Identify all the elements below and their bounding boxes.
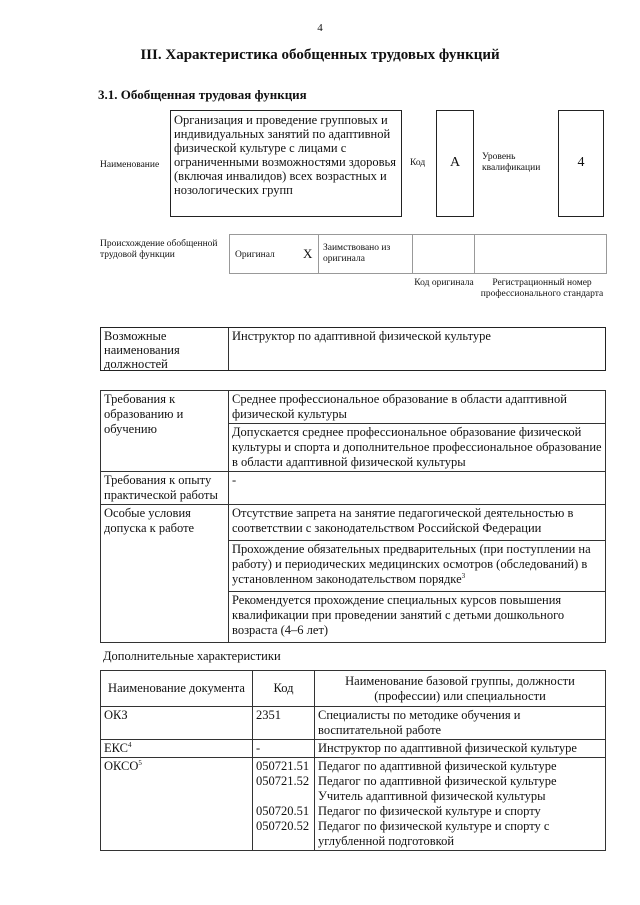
level-label: Уровень квалификации xyxy=(482,152,541,173)
education-value-1: Среднее профессиональное образование в области адаптивной физической культуры xyxy=(229,391,606,424)
header-code: Код xyxy=(253,671,315,707)
special-value-1: Отсутствие запрета на занятие педагогической деятельностью в соответствии с законодательством Российской Федерации xyxy=(229,505,606,541)
origin-original-label: Оригинал xyxy=(235,250,275,260)
row-okso-doc-cell xyxy=(101,758,253,851)
name-value: Организация и проведение групповых и индивидуальных занятий по адаптивной физической культуре с лицами с ограниченными возможностями здоровья (включая инвалидов) всех возрастных и нозологических групп xyxy=(174,113,396,197)
okso-code-3 xyxy=(256,789,311,804)
row-eks-doc-cell xyxy=(101,740,253,758)
okso-code-4: 050720.51 xyxy=(256,804,310,818)
okso-code-1: 050721.51 xyxy=(256,759,310,773)
row-okso-names xyxy=(315,758,606,851)
row-eks-doc: ЕКС xyxy=(104,741,128,755)
education-value-2: Допускается среднее профессиональное образование физической культуры и спорта и дополнительное профессиональное образование в области адаптивной физической культуры xyxy=(229,424,606,472)
okso-name-5: Педагог по физической культуре и спорту с углубленной подготовкой xyxy=(318,819,550,848)
additional-title: Дополнительные характеристики xyxy=(103,649,281,663)
footnote-5: 5 xyxy=(138,758,142,767)
origin-divider-3 xyxy=(474,234,475,274)
section-title: III. Характеристика обобщенных трудовых функций xyxy=(140,47,500,63)
row-eks-name: Инструктор по адаптивной физической культуре xyxy=(315,740,606,758)
code-box xyxy=(436,110,474,217)
level-value: 4 xyxy=(577,155,585,170)
origin-borrowed-label: Заимствовано из оригинала xyxy=(323,243,391,264)
name-label: Наименование xyxy=(100,160,160,170)
okso-code-2: 050721.52 xyxy=(256,774,310,788)
row-okso-doc: ОКСО xyxy=(104,759,139,773)
okso-name-1: Педагог по адаптивной физической культуре xyxy=(318,759,557,773)
header-group-name: Наименование базовой группы, должности (профессии) или специальности xyxy=(315,671,606,707)
code-label: Код xyxy=(410,158,426,168)
header-document: Наименование документа xyxy=(101,671,253,707)
origin-reg-caption: Регистрационный номер профессионального стандарта xyxy=(480,278,604,299)
subsection-title: 3.1. Обобщенная трудовая функция xyxy=(98,87,307,102)
special-value-2: Прохождение обязательных предварительных (при поступлении на работу) и периодических медицинских осмотров (обследований) в установленном законодательством порядке xyxy=(232,542,591,586)
possible-names-label: Возможные наименования должностей xyxy=(104,329,180,371)
origin-original-mark: Х xyxy=(303,246,313,261)
row-okz-code: 2351 xyxy=(253,707,315,740)
okso-name-2: Педагог по адаптивной физической культуре xyxy=(318,774,557,788)
possible-names-box xyxy=(100,327,606,371)
possible-names-value: Инструктор по адаптивной физической культуре xyxy=(232,329,491,343)
origin-box xyxy=(229,234,607,274)
code-value: А xyxy=(449,155,461,170)
okso-code-5: 050720.52 xyxy=(256,819,310,833)
row-okz-doc: ОКЗ xyxy=(101,707,253,740)
footnote-4: 4 xyxy=(128,740,132,749)
experience-label: Требования к опыту практической работы xyxy=(101,472,229,505)
experience-value: - xyxy=(229,472,606,505)
name-value-box xyxy=(170,110,402,217)
okso-name-4: Педагог по физической культуре и спорту xyxy=(318,804,541,818)
special-value-3: Рекомендуется прохождение специальных курсов повышения квалификации при проведении занятий с детьми дошкольного возраста (4–6 лет) xyxy=(229,592,606,643)
origin-divider-2 xyxy=(412,234,413,274)
origin-divider-1 xyxy=(318,234,319,274)
origin-code-caption: Код оригинала xyxy=(414,278,474,288)
row-okso-codes xyxy=(253,758,315,851)
special-value-2-cell xyxy=(229,541,606,592)
level-box xyxy=(558,110,604,217)
footnote-3: 3 xyxy=(461,571,466,580)
education-label: Требования к образованию и обучению xyxy=(101,391,229,472)
additional-table xyxy=(100,670,606,851)
row-eks-code: - xyxy=(253,740,315,758)
row-okz-name: Специалисты по методике обучения и воспитательной работе xyxy=(315,707,606,740)
special-label: Особые условия допуска к работе xyxy=(101,505,229,643)
page-number: 4 xyxy=(317,22,323,34)
requirements-table xyxy=(100,390,606,643)
origin-label: Происхождение обобщенной трудовой функции xyxy=(100,239,218,260)
okso-name-3: Учитель адаптивной физической культуры xyxy=(318,789,546,803)
possible-names-divider xyxy=(228,328,229,370)
